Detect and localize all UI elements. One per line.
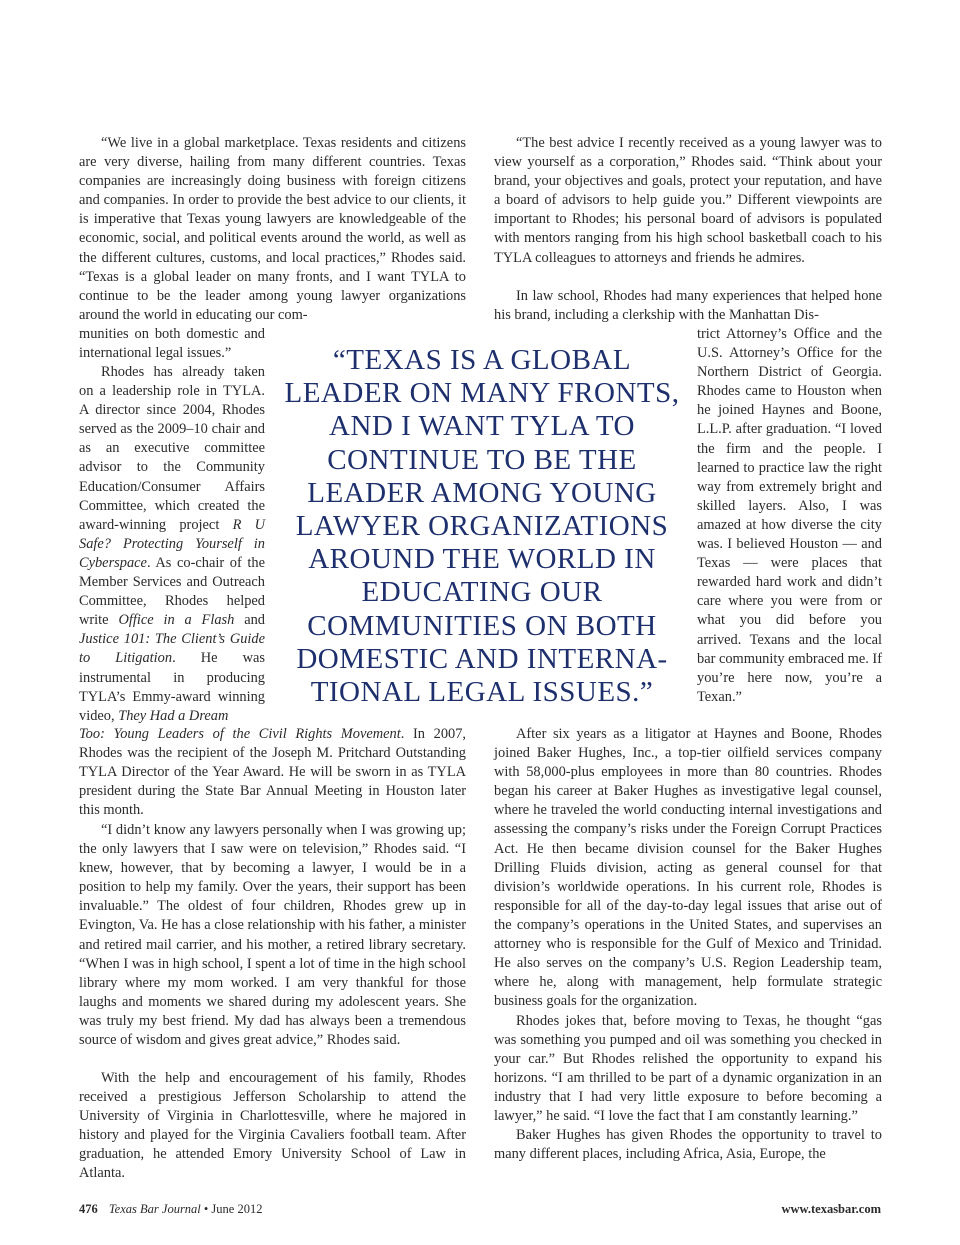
footer-website[interactable]: www.texasbar.com bbox=[781, 1202, 881, 1216]
title-young-leaders: Too: Young Leaders of the Civil Rights Movement bbox=[79, 726, 401, 742]
page-number: 476 bbox=[79, 1202, 98, 1216]
right-paragraph-5: Baker Hughes has given Rhodes the opportunity to travel to many different places, including Africa, Asia, Europe, the bbox=[494, 1127, 882, 1163]
right-paragraph-2: In law school, Rhodes had many experiences that helped hone his brand, including a clerkship with the Manhattan Dis- bbox=[494, 288, 882, 324]
title-r-u-safe: R U Safe? Protecting Yourself in Cyberspace bbox=[79, 516, 266, 571]
right-paragraph-2-tail: trict Attorney’s Office and the U.S. Attorney’s Office for the Northern District of Georgia. Rhodes came to Houston when he joined Haynes and Boone, L.L.P. after graduation. “I loved the firm and the people. I learned to practice law the right way from extremely bright and skilled layers. Also, I was amazed at how diverse the city was. I believed Houston — and Texas — were places that rewarded hard work and didn’t care where you were from or what you did before you arrived. Texans and the local bar community embraced me. If you’re here now, you’re a Texan.” bbox=[697, 326, 883, 705]
left-paragraph-1-tail: munities on both domestic and international legal issues.” bbox=[79, 326, 265, 362]
left-paragraph-2-tail bbox=[79, 725, 466, 820]
publication-name: Texas Bar Journal bbox=[108, 1202, 201, 1216]
p2-text-b: . As co-chair of the Member Services and Outreach Committee, Rhodes helped write bbox=[79, 554, 265, 629]
right-paragraph-4: Rhodes jokes that, before moving to Texas, he thought “gas was something you pumped and oil was something you checked in your car.” But Rhodes relished the opportunity to expand his horizons. “I am thrilled to be part of a dynamic organization in an industry that I had very little exposure to before becoming a lawyer,” he said. “I love the fact that I am constantly learning.” bbox=[494, 1013, 882, 1125]
p2-text-c: and bbox=[244, 612, 265, 629]
left-paragraph-3: “I didn’t know any lawyers personally when I was growing up; the only lawyers that I saw were on television,” Rhodes said. “I knew, however, that by becoming a lawyer, I would be in a position to help my family. Over the years, their support has been invaluable.” The oldest of four children, Rhodes grew up in Evington, Va. He has a close relationship with his father, a minister and retired mail carrier, and his mother, a retired library secretary. “When I was in high school, I spent a lot of time in the high school library where my mom worked. I am very thankful for those laughs and moments we shared during my adolescent years. She was truly my best friend. My dad has always been a tremendous source of wisdom and gives great advice,” Rhodes said. bbox=[79, 822, 466, 1049]
right-paragraph-1: “The best advice I recently received as a young lawyer was to view yourself as a corporation,” Rhodes said. “Think about your brand, your objectives and goals, protect your reputation, and have a board of advisors to help guide you.” Different viewpoints are important to Rhodes; his personal board of advisors is populated with mentors ranging from his high school basketball coach to his TYLA colleagues to attorneys and friends he admires. bbox=[494, 135, 882, 266]
pull-quote: “TEXAS IS A GLOBAL LEADER ON MANY FRONTS, AND I WANT TYLA TO CONTINUE TO BE THE LEADER AMONG YOUNG LAWYER ORGANIZATIONS AROUND THE WORLD IN EDUCATING OUR COMMUNITIES ON BOTH DOMESTIC AND INTERNA- TIONAL LEGAL ISSUES.” bbox=[284, 344, 680, 709]
p2-text-a: Rhodes has already taken on a leadership role in TYLA. A director since 2004, Rhodes served as the 2009–10 chair and as an executive committee advisor to the Community Education/Consumer Affairs Committee, which created the award-winning project bbox=[79, 364, 265, 533]
left-paragraph-2 bbox=[79, 363, 265, 726]
footer-separator: • bbox=[203, 1202, 209, 1216]
title-they-had-a-dream: They Had a Dream bbox=[118, 707, 229, 724]
p2-text-d: . He was instrumental in producing TYLA’s Emmy-award winning video, bbox=[79, 650, 265, 724]
issue-date: June 2012 bbox=[211, 1202, 263, 1216]
p2-tail-text: . In 2007, Rhodes was the recipient of the Joseph M. Pritchard Outstanding TYLA Director of the Year Award. He will be sworn in as TYLA president during the State Bar Annual Meeting in Houston later this month. bbox=[79, 726, 467, 819]
right-paragraph-3: After six years as a litigator at Haynes and Boone, Rhodes joined Baker Hughes, Inc., a top-tier oilfield services company with 58,000-plus employees in more than 80 countries. Rhodes began his career at Baker Hughes as investigative legal counsel, where he traveled the world conducting internal investigations and assessing the company’s risks under the Foreign Corrupt Practices Act. He then became division counsel for the Baker Hughes Drilling Fluids division, acting as general counsel for that division’s worldwide operations. In his current role, Rhodes is responsible for all of the day-to-day legal issues that arise out of the company’s operations in the United States, and supervises an attorney who is responsible for the Gulf of Mexico and Trinidad. He also serves on the company’s U.S. Region Leadership team, where he, along with management, help formulate strategic business goals for the organization. bbox=[494, 726, 882, 1010]
title-justice-101: Justice 101: The Client’s Guide to Litigation bbox=[79, 631, 265, 667]
title-office-in-a-flash: Office in a Flash bbox=[118, 612, 235, 629]
footer-publication-info bbox=[79, 1202, 262, 1217]
left-paragraph-4: With the help and encouragement of his family, Rhodes received a prestigious Jefferson Scholarship to attend the University of Virginia in Charlottesville, where he majored in history and played for the Virginia Cavaliers football team. After graduation, he attended Emory University School of Law in Atlanta. bbox=[79, 1070, 466, 1182]
left-paragraph-1: “We live in a global marketplace. Texas residents and citizens are very diverse, hailing from many different countries. Texas companies are increasingly doing business with foreign citizens and companies. In order to provide the best advice to our clients, it is imperative that Texas young lawyers are knowledgeable of the economic, social, and political events around the world, as well as the different cultures, customs, and local practices,” Rhodes said. “Texas is a global leader on many fronts, and I want TYLA to continue to be the leader among young lawyer organizations around the world in educating our com- bbox=[79, 135, 466, 323]
